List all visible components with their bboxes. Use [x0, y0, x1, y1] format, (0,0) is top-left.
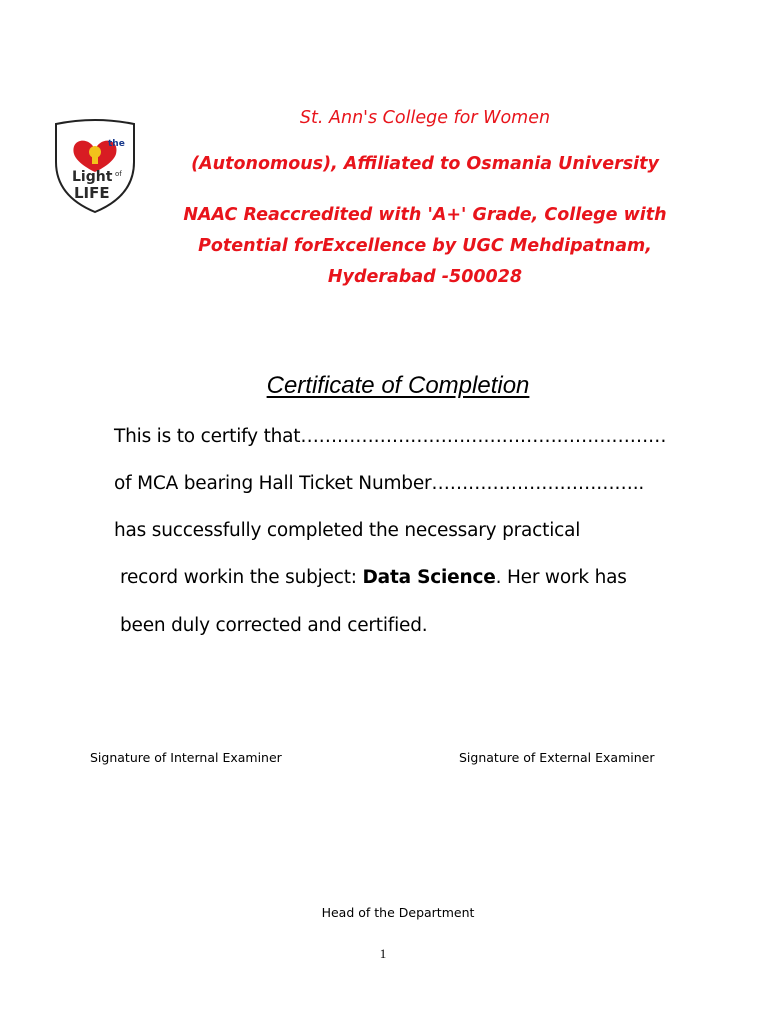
head-of-department: Head of the Department — [321, 905, 475, 920]
college-logo — [50, 118, 140, 214]
logo-word-life: LIFE — [74, 184, 110, 202]
subject-line — [120, 567, 627, 588]
subject-prefix: record workin the subject: — [120, 567, 363, 588]
certified-line: been duly corrected and certified. — [120, 615, 428, 636]
college-name: St. Ann's College for Women — [299, 108, 551, 128]
external-examiner-signature: Signature of External Examiner — [459, 750, 655, 765]
logo-word-of: of — [115, 170, 122, 178]
completion-line: has successfully completed the necessary practical — [114, 520, 581, 541]
subject-name: Data Science — [362, 567, 496, 588]
subject-suffix: . Her work has — [495, 567, 627, 588]
logo-word-light: Light — [72, 169, 113, 185]
logo-word-the: the — [108, 139, 125, 149]
accreditation — [160, 200, 690, 293]
accreditation-line-2: Potential forExcellence by UGC Mehdipatnam, — [198, 236, 652, 256]
page-number: 1 — [379, 946, 387, 961]
certify-line: This is to certify that…………………………………………………… — [114, 426, 667, 447]
certificate-title: Certificate of Completion — [266, 372, 530, 399]
internal-examiner-signature: Signature of Internal Examiner — [90, 750, 282, 765]
affiliation: (Autonomous), Affiliated to Osmania University — [191, 154, 659, 174]
hall-ticket-line: of MCA bearing Hall Ticket Number…………………………….. — [114, 473, 645, 494]
accreditation-line-3: Hyderabad -500028 — [327, 267, 523, 287]
accreditation-line-1: NAAC Reaccredited with 'A+' Grade, College with — [183, 205, 667, 225]
